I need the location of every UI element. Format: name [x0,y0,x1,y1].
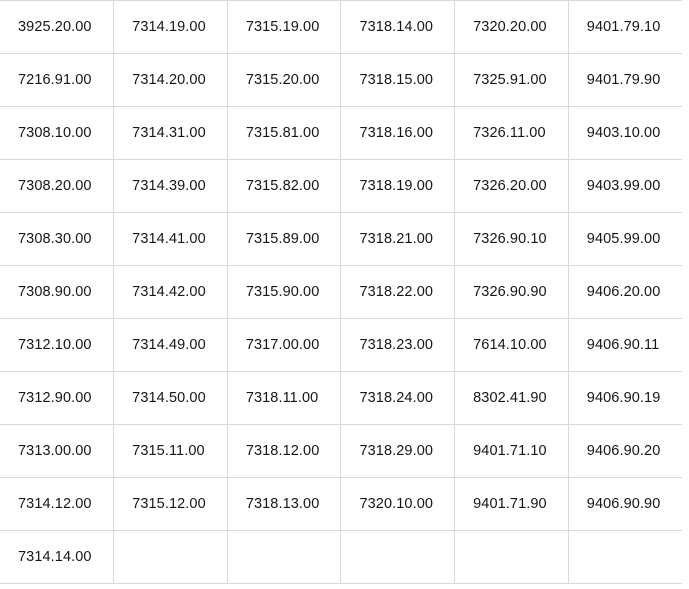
tariff-code-cell: 7314.31.00 [114,107,228,160]
tariff-code-cell: 7314.14.00 [0,531,114,584]
tariff-code-cell: 9406.90.20 [568,425,682,478]
tariff-code-cell: 7308.10.00 [0,107,114,160]
tariff-code-cell: 7325.91.00 [455,54,569,107]
tariff-code-cell: 7318.15.00 [341,54,455,107]
tariff-code-cell: 7315.82.00 [227,160,341,213]
tariff-code-cell: 7314.41.00 [114,213,228,266]
empty-cell [341,531,455,584]
table-row [0,425,682,478]
tariff-code-cell: 9403.99.00 [568,160,682,213]
tariff-code-cell: 7318.23.00 [341,319,455,372]
tariff-code-cell: 7326.90.90 [455,266,569,319]
table-row [0,54,682,107]
tariff-code-cell: 7308.30.00 [0,213,114,266]
tariff-code-cell: 7308.20.00 [0,160,114,213]
tariff-code-cell: 7326.20.00 [455,160,569,213]
table-row [0,213,682,266]
tariff-code-cell: 9406.20.00 [568,266,682,319]
tariff-code-cell: 9403.10.00 [568,107,682,160]
tariff-code-cell: 7318.29.00 [341,425,455,478]
empty-cell [455,531,569,584]
tariff-code-cell: 7320.20.00 [455,1,569,54]
tariff-code-cell: 7216.91.00 [0,54,114,107]
tariff-code-cell: 9406.90.19 [568,372,682,425]
tariff-code-cell: 9401.71.90 [455,478,569,531]
tariff-code-cell: 7314.20.00 [114,54,228,107]
tariff-code-cell: 7317.00.00 [227,319,341,372]
tariff-code-cell: 9406.90.11 [568,319,682,372]
tariff-code-cell: 7318.12.00 [227,425,341,478]
tariff-code-cell: 7314.19.00 [114,1,228,54]
tariff-code-cell: 7314.49.00 [114,319,228,372]
tariff-code-cell: 7318.16.00 [341,107,455,160]
tariff-code-cell: 9405.99.00 [568,213,682,266]
tariff-code-cell: 9401.71.10 [455,425,569,478]
tariff-code-cell: 9401.79.90 [568,54,682,107]
tariff-code-cell: 7308.90.00 [0,266,114,319]
tariff-code-cell: 7313.00.00 [0,425,114,478]
tariff-code-cell: 7318.22.00 [341,266,455,319]
tariff-code-cell: 7315.90.00 [227,266,341,319]
tariff-code-cell: 7315.11.00 [114,425,228,478]
empty-cell [568,531,682,584]
tariff-code-cell: 7314.42.00 [114,266,228,319]
tariff-code-cell: 7320.10.00 [341,478,455,531]
tariff-code-cell: 7318.14.00 [341,1,455,54]
table-row [0,1,682,54]
table-row [0,266,682,319]
tariff-code-cell: 7314.12.00 [0,478,114,531]
table-body [0,1,682,584]
tariff-code-cell: 8302.41.90 [455,372,569,425]
table-row [0,531,682,584]
table-row [0,478,682,531]
tariff-code-cell: 7315.20.00 [227,54,341,107]
tariff-code-cell: 7318.24.00 [341,372,455,425]
tariff-code-cell: 7314.50.00 [114,372,228,425]
tariff-code-cell: 7318.19.00 [341,160,455,213]
empty-cell [227,531,341,584]
tariff-code-cell: 7312.10.00 [0,319,114,372]
tariff-code-cell: 7318.21.00 [341,213,455,266]
table-row [0,372,682,425]
table-row [0,107,682,160]
tariff-code-cell: 7326.90.10 [455,213,569,266]
tariff-code-cell: 9401.79.10 [568,1,682,54]
tariff-code-cell: 7315.89.00 [227,213,341,266]
tariff-code-cell: 7318.13.00 [227,478,341,531]
table-row [0,319,682,372]
table-row [0,160,682,213]
tariff-code-cell: 9406.90.90 [568,478,682,531]
tariff-code-cell: 7315.12.00 [114,478,228,531]
tariff-code-cell: 7614.10.00 [455,319,569,372]
tariff-code-cell: 7315.19.00 [227,1,341,54]
empty-cell [114,531,228,584]
tariff-code-cell: 3925.20.00 [0,1,114,54]
tariff-code-cell: 7314.39.00 [114,160,228,213]
tariff-code-cell: 7312.90.00 [0,372,114,425]
tariff-code-cell: 7326.11.00 [455,107,569,160]
tariff-code-cell: 7315.81.00 [227,107,341,160]
tariff-code-cell: 7318.11.00 [227,372,341,425]
